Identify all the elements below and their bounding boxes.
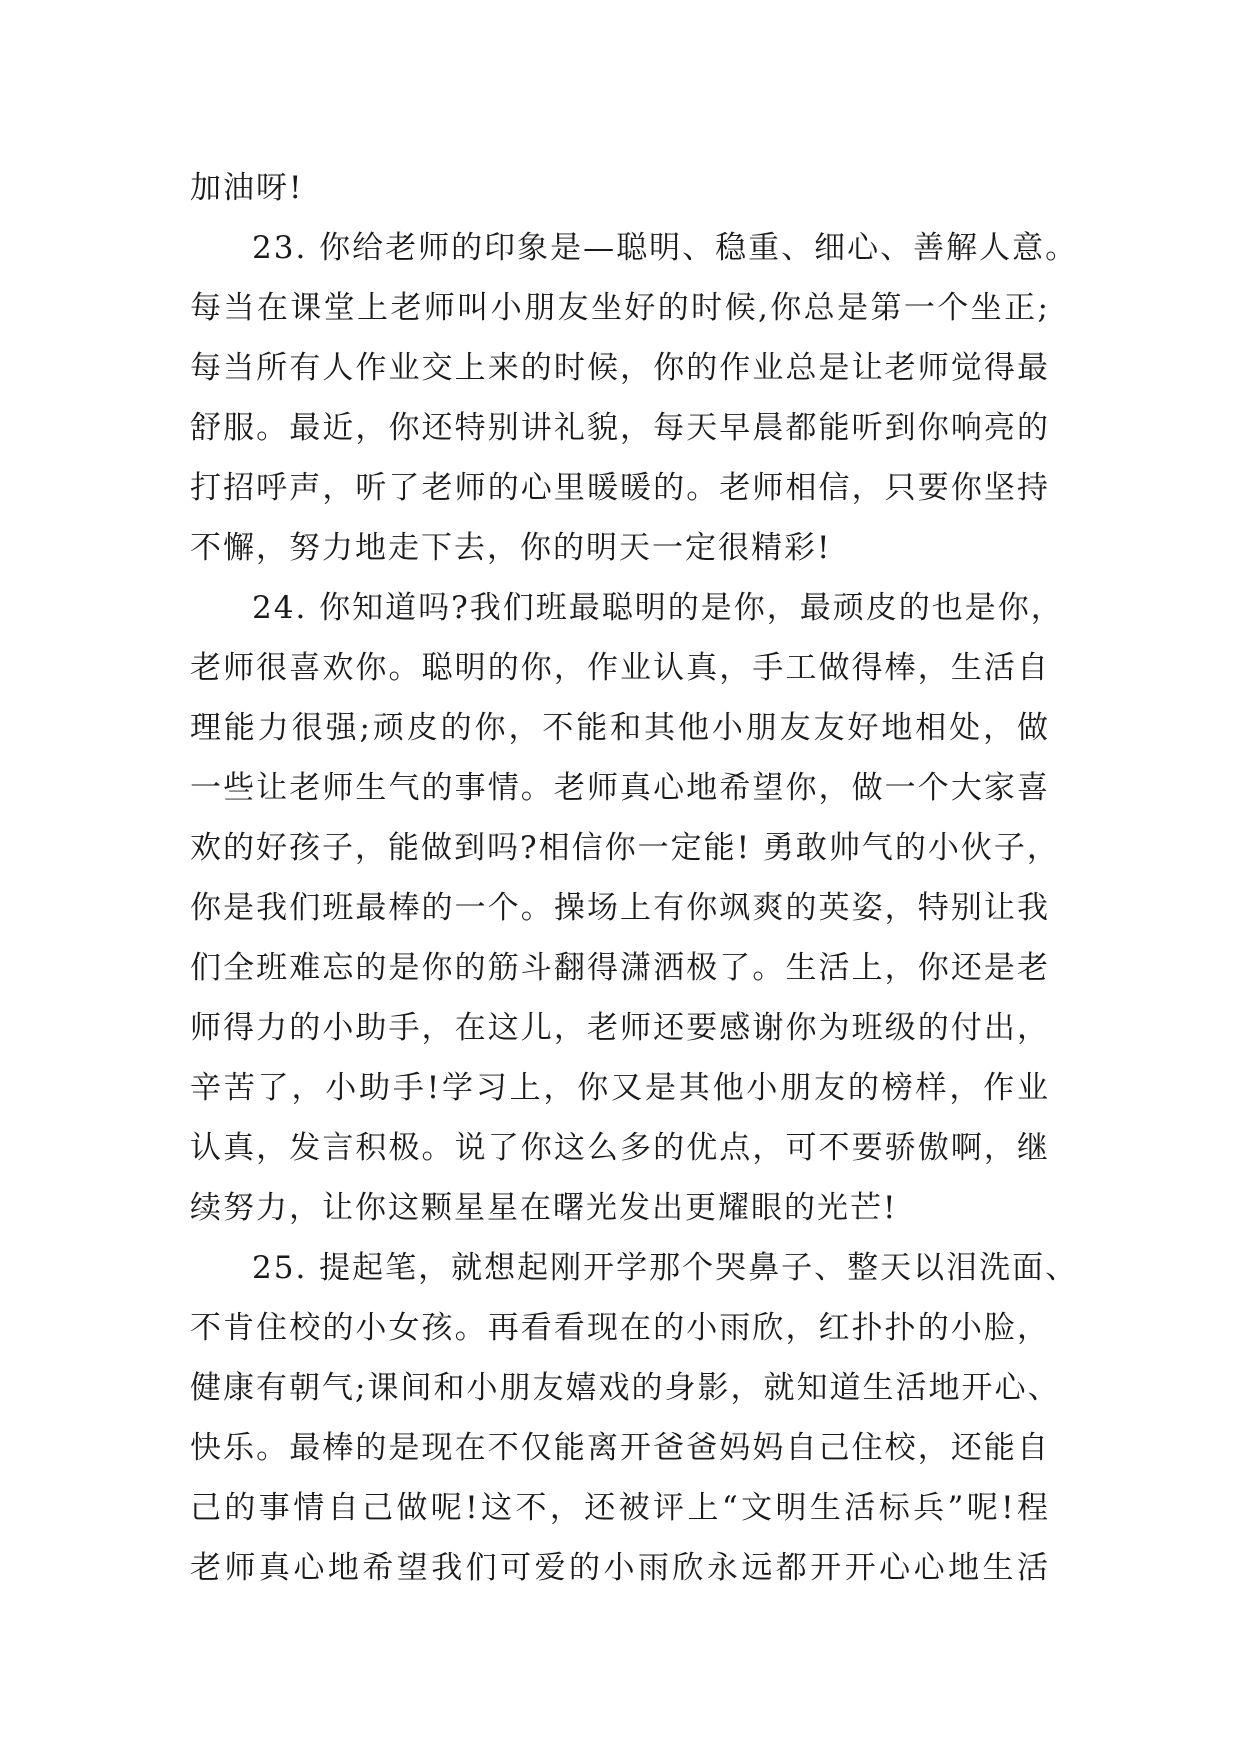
text-line: 你是我们班最棒的一个。操场上有你飒爽的英姿，特别让我 — [190, 890, 1050, 926]
text-line: 每当在课堂上老师叫小朋友坐好的时候,你总是第一个坐正; — [190, 290, 1050, 326]
text-line: 24. 你知道吗?我们班最聪明的是你，最顽皮的也是你， — [252, 590, 1064, 626]
text-line: 认真，发言积极。说了你这么多的优点，可不要骄傲啊，继 — [190, 1130, 1050, 1166]
text-line: 师得力的小助手，在这儿，老师还要感谢你为班级的付出， — [190, 1010, 1050, 1046]
text-line: 老师真心地希望我们可爱的小雨欣永远都开开心心地生活 — [190, 1550, 1050, 1586]
text-line: 辛苦了，小助手!学习上，你又是其他小朋友的榜样，作业 — [190, 1070, 1050, 1106]
text-line: 续努力，让你这颗星星在曙光发出更耀眼的光芒! — [190, 1190, 898, 1226]
text-line: 舒服。最近，你还特别讲礼貌，每天早晨都能听到你响亮的 — [190, 410, 1050, 446]
text-line: 加油呀! — [190, 170, 304, 206]
text-line: 们全班难忘的是你的筋斗翻得潇洒极了。生活上，你还是老 — [190, 950, 1050, 986]
paragraph-23 — [190, 218, 1079, 578]
text-line: 理能力很强;顽皮的你，不能和其他小朋友友好地相处，做 — [190, 710, 1050, 746]
paragraph-22-tail — [190, 158, 1050, 218]
text-line: 不肯住校的小女孩。再看看现在的小雨欣，红扑扑的小脸， — [190, 1310, 1050, 1346]
text-line: 23. 你给老师的印象是—聪明、稳重、细心、善解人意。 — [252, 230, 1079, 266]
paragraph-24 — [190, 578, 1064, 1238]
text-line: 己的事情自己做呢!这不，还被评上“文明生活标兵”呢!程 — [190, 1490, 1050, 1526]
text-line: 快乐。最棒的是现在不仅能离开爸爸妈妈自己住校，还能自 — [190, 1430, 1050, 1466]
text-line: 不懈，努力地走下去，你的明天一定很精彩! — [190, 530, 832, 566]
paragraph-25 — [190, 1238, 1079, 1598]
text-line: 欢的好孩子，能做到吗?相信你一定能! 勇敢帅气的小伙子， — [190, 830, 1060, 866]
text-line: 每当所有人作业交上来的时候，你的作业总是让老师觉得最 — [190, 350, 1050, 386]
text-line: 一些让老师生气的事情。老师真心地希望你，做一个大家喜 — [190, 770, 1050, 806]
document-page — [190, 158, 1079, 1598]
text-line: 健康有朝气;课间和小朋友嬉戏的身影，就知道生活地开心、 — [190, 1370, 1061, 1406]
text-line: 打招呼声，听了老师的心里暖暖的。老师相信，只要你坚持 — [190, 470, 1050, 506]
text-line: 老师很喜欢你。聪明的你，作业认真，手工做得棒，生活自 — [190, 650, 1050, 686]
text-line: 25. 提起笔，就想起刚开学那个哭鼻子、整天以泪洗面、 — [252, 1250, 1079, 1286]
